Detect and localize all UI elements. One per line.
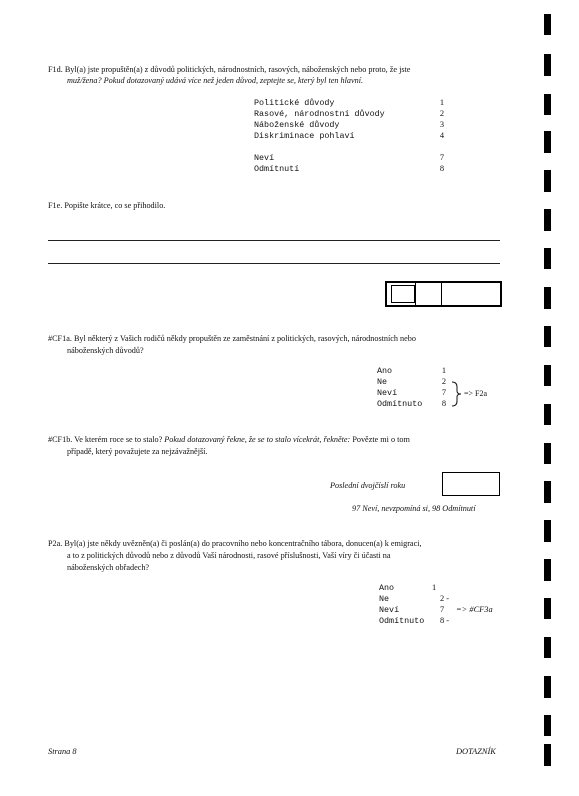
skip-instruction: => F2a [464,389,488,398]
option-label: Odmítnutí [254,164,300,174]
option-label: Odmítnuto [379,616,425,626]
option-label: Ano [379,583,395,593]
timing-mark [544,94,551,115]
timing-mark [544,598,551,619]
option-code: 8 [439,164,444,173]
timing-mark [544,54,551,76]
question-text: Byl(a) jste někdy uvězněn(a) či poslán(a) do pracovního nebo koncentračního tábora, donucen(a) k emigraci, [64,539,422,548]
question-text-continued: případě, který považujete za nejzávažnější. [67,447,208,456]
question-label: F1e. [48,201,63,210]
option-label: Náboženské důvody [254,120,340,130]
timing-mark [544,559,551,581]
year-note: 97 Neví, nevzpomíná si, 98 Odmítnutí [352,504,476,513]
year-input-box[interactable] [442,472,500,496]
timing-mark [544,676,551,698]
option-code: 2 - [440,594,450,603]
option-code: 8 [441,399,446,408]
option-code: 4 [439,131,444,140]
option-code: 7 [441,388,446,397]
option-code: 3 [439,120,444,129]
question-f1e [48,200,165,212]
option-code: 8 - [440,616,450,625]
option-code: 7 [440,605,445,614]
option-label: Ne [377,377,388,387]
skip-instruction: => #CF3a [456,605,493,614]
question-label: #CF1b. [48,435,73,444]
option-label: Politické důvody [254,98,335,108]
question-text: Popište krátce, co se přihodilo. [64,201,166,210]
option-label: Ano [377,366,393,376]
question-instruction: muž/žena? Pokud dotazovaný udává více než jeden důvod, zeptejte se, který byl ten hlavní. [67,76,364,85]
question-label: P2a. [48,539,63,548]
bracket-icon [451,381,463,407]
question-p2a [48,538,518,550]
question-label: F1d. [48,65,63,74]
question-text-continued: náboženských důvodů? [67,346,144,355]
question-label: #CF1a. [48,334,72,343]
timing-mark [544,520,551,542]
option-label: Ne [379,594,390,604]
timing-mark [544,170,551,192]
question-text-continued: a to z politických důvodů nebo z důvodů Vaší národnosti, rasové příslušnosti, Vaší víry či účasti na [67,551,391,560]
question-text: Ve kterém roce se to stalo? [74,435,163,444]
option-code: 2 [439,109,444,118]
question-text-continued: náboženských obřadech? [67,563,150,572]
timing-mark [544,404,551,425]
year-label: Poslední dvojčíslí roku [330,481,406,490]
question-text: Byl(a) jste propuštěn(a) z důvodů politických, národnostních, rasových, náboženských nebo proto, že jste [64,65,411,74]
option-code: 1 [439,98,444,107]
timing-mark [544,481,551,503]
timing-mark [544,248,551,269]
question-text: Byl některý z Vašich rodičů někdy propuštěn ze zaměstnání z politických, rasových, národnostních nebo [73,334,416,343]
page-number: Strana 8 [48,747,77,756]
timing-mark [544,131,551,153]
option-label: Diskriminace pohlaví [254,131,355,141]
timing-mark [544,715,551,736]
answer-line[interactable] [48,263,500,264]
timing-mark [544,326,551,347]
question-cf1b [48,434,518,446]
question-cf1a [48,333,508,345]
option-code: 2 [441,377,446,386]
option-code: 1 [432,583,437,592]
answer-line[interactable] [48,240,500,241]
timing-mark [544,209,551,231]
timing-mark [544,287,551,309]
timing-mark [544,443,551,464]
option-label: Rasové, národnostní důvody [254,109,385,119]
coding-box[interactable] [385,281,502,307]
question-text: Povězte mi o tom [352,435,410,444]
option-label: Odmítnuto [377,399,423,409]
document-title: DOTAZNÍK [456,747,496,756]
option-label: Neví [254,153,275,163]
option-label: Neví [379,605,400,615]
timing-mark [544,637,551,658]
timing-mark [544,744,551,766]
option-code: 1 [441,366,446,375]
question-instruction: Pokud dotazovaný řekne, že se to stalo vícekrát, řekněte: [164,435,351,444]
option-label: Neví [377,388,398,398]
timing-mark [544,14,551,35]
timing-mark [544,365,551,386]
option-code: 7 [439,153,444,162]
